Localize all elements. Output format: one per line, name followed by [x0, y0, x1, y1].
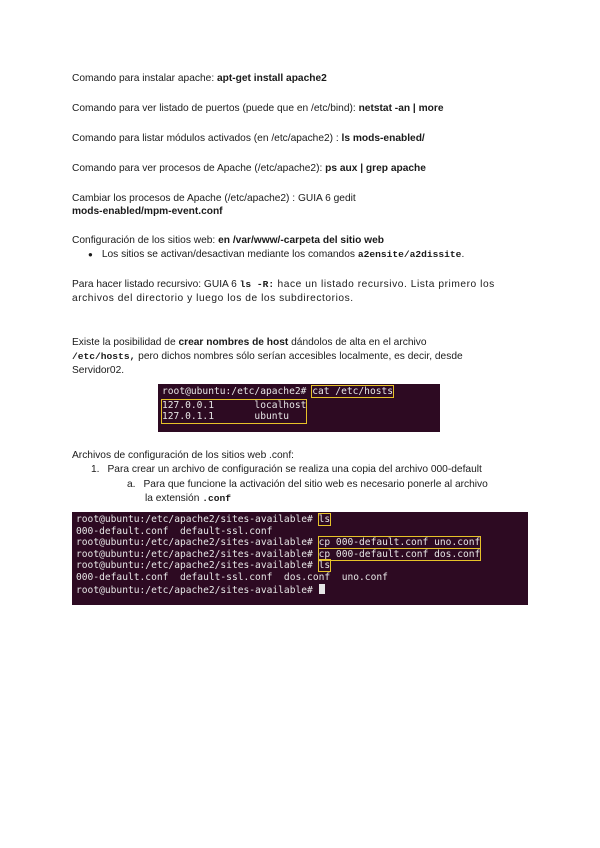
bullet-item [88, 248, 464, 261]
line-text: Comando para ver procesos de Apache (/etc/apache2): [72, 163, 326, 174]
terminal-hosts [158, 384, 440, 432]
terminal-sites-available [72, 512, 528, 605]
modules-line [72, 132, 425, 145]
terminal-output: 127.0.1.1 ubuntu [162, 411, 290, 423]
terminal-command: cp 000-default.conf dos.conf [318, 548, 481, 560]
line-text: . [461, 249, 465, 260]
command-text: en /var/www/-carpeta del sitio web [218, 235, 384, 246]
hosts-line-2 [72, 350, 463, 363]
terminal-prompt: root@ubuntu:/etc/apache2# [162, 386, 313, 397]
install-apache-line [72, 72, 327, 85]
command-text: ps aux | grep apache [325, 163, 426, 174]
list-letter: a. [127, 479, 136, 490]
command-text: netstat -an | more [358, 103, 444, 114]
command-text: a2ensite/a2dissite [357, 249, 462, 260]
sites-config-line [72, 234, 384, 247]
ordered-subitem-a [127, 478, 488, 491]
terminal-prompt: root@ubuntu:/etc/apache2/sites-available# [76, 537, 319, 549]
terminal-output: 000-default.conf default-ssl.conf dos.conf uno.conf [76, 571, 388, 583]
terminal-prompt: root@ubuntu:/etc/apache2/sites-available# [76, 560, 319, 572]
terminal-command: cp 000-default.conf uno.conf [318, 537, 481, 549]
line-text: la extensión [145, 493, 203, 504]
terminal-row [76, 549, 524, 561]
command-text: ls -R: [239, 279, 275, 290]
recursive-line-2: archivos del directorio y luego los de los subdirectorios. [72, 293, 354, 304]
hosts-line-3: Servidor02. [72, 365, 125, 376]
command-text: /etc/hosts, [72, 351, 136, 362]
line-text: Para hacer listado recursivo: GUIA 6 [72, 279, 240, 290]
line-text: pero dichos nombres sólo serían accesibles localmente, es decir, desde [135, 351, 463, 362]
terminal-command: ls [318, 514, 331, 525]
line-text: Comando para ver listado de puertos (puede que en /etc/bind): [72, 103, 359, 114]
terminal-row [162, 386, 436, 398]
hosts-line [72, 336, 427, 349]
hosts-output-box [162, 400, 306, 423]
recursive-line [72, 278, 495, 291]
change-processes-line [72, 192, 356, 205]
command-text: .conf [202, 493, 231, 504]
line-text: hace un listado recursivo. Lista primero los [274, 279, 495, 290]
processes-line [72, 162, 426, 175]
terminal-command: ls [318, 560, 331, 572]
line-text: Para crear un archivo de configuración se realiza una copia del archivo 000-default [107, 464, 482, 475]
terminal-output: 000-default.conf default-ssl.conf [76, 525, 273, 537]
ordered-item-1 [91, 463, 482, 476]
bold-text: crear nombres de host [178, 337, 289, 348]
terminal-cursor [319, 584, 325, 594]
ports-line [72, 102, 444, 115]
terminal-command: cat /etc/hosts [312, 386, 394, 397]
terminal-row [76, 560, 524, 572]
command-text: apt-get install apache2 [216, 73, 327, 84]
terminal-row [76, 514, 524, 526]
terminal-prompt: root@ubuntu:/etc/apache2/sites-available# [76, 548, 319, 560]
line-text: Comando para listar módulos activados (en /etc/apache2) : [72, 133, 342, 144]
line-text: Existe la posibilidad de [72, 337, 179, 348]
line-text: Los sitios se activan/desactivan mediante los comandos [101, 249, 358, 260]
line-text: Para que funcione la activación del sitio web es necesario ponerle al archivo [143, 479, 488, 490]
bullet-icon: ● [88, 250, 93, 259]
terminal-row [76, 537, 524, 549]
terminal-prompt: root@ubuntu:/etc/apache2/sites-available# [76, 584, 319, 596]
line-text: Comando para instalar apache: [72, 73, 217, 84]
list-number: 1. [91, 464, 100, 475]
terminal-output: 127.0.0.1 localhost [162, 399, 307, 411]
ordered-subitem-a-line-2 [145, 492, 231, 505]
change-processes-path [72, 205, 223, 218]
terminal-prompt: root@ubuntu:/etc/apache2/sites-available# [76, 514, 319, 525]
command-text: mods-enabled/mpm-event.conf [72, 206, 223, 217]
line-text: dándolos de alta en el archivo [288, 337, 427, 348]
line-text: Cambiar los procesos de Apache (/etc/apache2) : GUIA 6 gedit [72, 193, 356, 204]
line-text: Configuración de los sitios web: [72, 235, 219, 246]
command-text: ls mods-enabled/ [341, 133, 425, 144]
terminal-row [76, 584, 524, 597]
conf-files-title: Archivos de configuración de los sitios web .conf: [72, 450, 294, 461]
